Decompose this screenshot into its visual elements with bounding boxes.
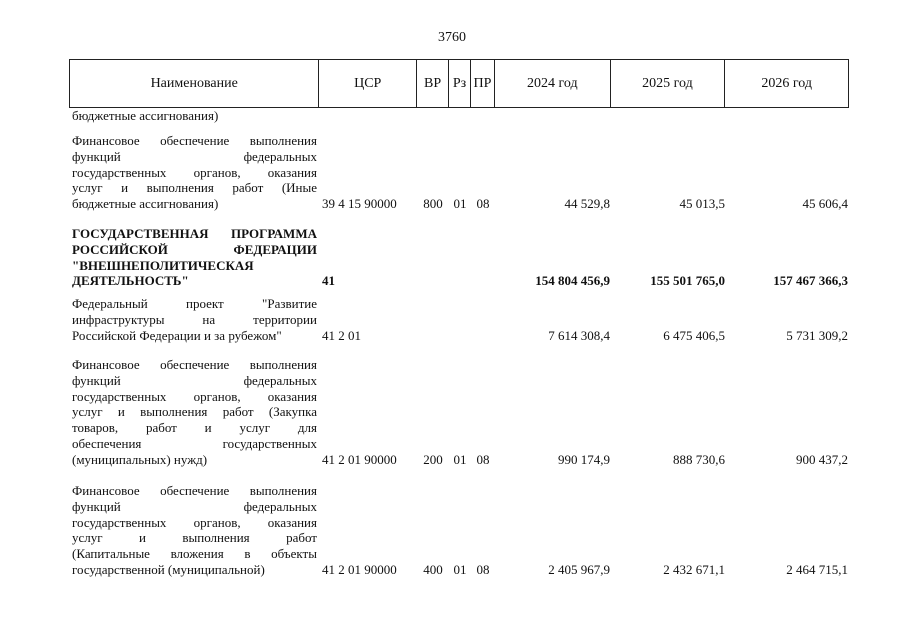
word: услуг xyxy=(239,420,271,436)
word: оказания xyxy=(267,388,317,404)
word: выполнения xyxy=(249,357,317,372)
header-csr: ЦСР xyxy=(319,60,417,107)
header-rz: Рз xyxy=(449,60,471,107)
word: проект xyxy=(186,296,224,311)
row-name-line: Российской Федерации и за рубежом" xyxy=(72,327,282,343)
row-name-line xyxy=(72,530,317,546)
row-2024: 154 804 456,9 xyxy=(535,273,610,289)
word: федеральных xyxy=(243,148,317,164)
word: Финансовое xyxy=(72,483,140,498)
row-name xyxy=(69,226,319,289)
row-pr: 08 xyxy=(476,561,490,577)
row-2026: 900 437,2 xyxy=(796,451,848,467)
row-csr: 41 2 01 90000 xyxy=(322,451,397,467)
word: работ xyxy=(145,420,177,436)
row-name-line xyxy=(72,420,317,436)
row-name-line xyxy=(72,312,317,328)
word: работ xyxy=(222,404,254,420)
word: услуг xyxy=(72,180,103,196)
word: органов, xyxy=(193,388,241,404)
row-name-line xyxy=(72,373,317,389)
row-2025: 6 475 406,5 xyxy=(663,327,725,343)
table-row xyxy=(69,108,849,124)
word: и xyxy=(204,420,212,436)
row-2026: 45 606,4 xyxy=(802,196,848,212)
header-2026: 2026 год xyxy=(761,75,812,91)
row-name-line: ДЕЯТЕЛЬНОСТЬ" xyxy=(72,273,189,289)
row-name xyxy=(69,133,319,212)
row-vr: 800 xyxy=(423,196,443,212)
word: услуг xyxy=(72,404,103,420)
row-2025: 155 501 765,0 xyxy=(650,273,725,289)
header-2024: 2024 год xyxy=(495,60,611,107)
row-name-line xyxy=(72,296,317,312)
row-2026: 2 464 715,1 xyxy=(786,561,848,577)
table-row xyxy=(69,133,849,212)
word: ПРОГРАММА xyxy=(231,226,317,241)
word: инфраструктуры xyxy=(72,311,165,327)
word: объекты xyxy=(271,546,317,562)
word: работ xyxy=(232,180,264,196)
row-2024: 44 529,8 xyxy=(564,196,610,212)
row-name-line xyxy=(72,404,317,420)
row-rz: 01 xyxy=(453,451,467,467)
word: для xyxy=(297,420,317,436)
row-rz: 01 xyxy=(453,561,467,577)
row-rz: 01 xyxy=(453,196,467,212)
row-2024: 990 174,9 xyxy=(558,451,610,467)
row-2024: 7 614 308,4 xyxy=(548,327,610,343)
row-name-line xyxy=(72,483,317,499)
word: и xyxy=(139,530,146,546)
row-name-line: бюджетные ассигнования) xyxy=(72,196,219,212)
row-name xyxy=(69,357,319,468)
row-name-line: бюджетные ассигнования) xyxy=(72,108,219,123)
row-csr: 41 2 01 90000 xyxy=(322,561,397,577)
table-header xyxy=(69,59,849,108)
row-name-line xyxy=(72,515,317,531)
word: выполнения xyxy=(140,404,208,420)
row-vr: 400 xyxy=(423,561,443,577)
header-2025: 2025 год xyxy=(611,60,726,107)
word: функций xyxy=(72,148,121,164)
word: вложения xyxy=(170,546,224,562)
row-name xyxy=(69,296,319,343)
table-row xyxy=(69,226,849,289)
word: территории xyxy=(253,311,317,327)
word: ГОСУДАРСТВЕННАЯ xyxy=(72,226,209,241)
row-name-line xyxy=(72,165,317,181)
word: оказания xyxy=(267,514,317,530)
row-vr: 200 xyxy=(423,451,443,467)
row-pr: 08 xyxy=(476,196,490,212)
word: выполнения xyxy=(146,180,214,196)
word: (Закупка xyxy=(268,404,317,420)
word: выполнения xyxy=(182,530,250,546)
row-2025: 888 730,6 xyxy=(673,451,725,467)
row-csr: 41 xyxy=(322,273,335,289)
header-pr: ПР xyxy=(471,60,495,107)
word: органов, xyxy=(193,514,241,530)
word: РОССИЙСКОЙ xyxy=(72,241,168,257)
word: функций xyxy=(72,372,121,388)
row-name-line xyxy=(72,389,317,405)
word: Финансовое xyxy=(72,357,140,372)
word: федеральных xyxy=(243,372,317,388)
word: работ xyxy=(286,530,317,546)
row-name-line xyxy=(72,149,317,165)
page-number: 3760 xyxy=(438,30,466,45)
table-row xyxy=(69,296,849,343)
word: Федеральный xyxy=(72,296,148,311)
row-name-line xyxy=(72,226,317,242)
word: государственных xyxy=(72,164,167,180)
row-name-line xyxy=(72,133,317,149)
row-2025: 2 432 671,1 xyxy=(663,561,725,577)
row-name-line xyxy=(72,546,317,562)
word: оказания xyxy=(267,164,317,180)
word: обеспечения xyxy=(72,435,142,451)
word: обеспечение xyxy=(160,133,230,148)
word: Финансовое xyxy=(72,133,140,148)
row-2024: 2 405 967,9 xyxy=(548,561,610,577)
row-name-line: государственной (муниципальной) xyxy=(72,561,265,577)
row-pr: 08 xyxy=(476,451,490,467)
row-name-line xyxy=(72,242,317,258)
word: федеральных xyxy=(243,498,317,514)
word: на xyxy=(202,311,216,327)
row-name-line: (муниципальных) нужд) xyxy=(72,451,208,467)
word: ФЕДЕРАЦИИ xyxy=(233,241,317,257)
word: обеспечение xyxy=(160,483,230,498)
word: (Капитальные xyxy=(72,546,150,562)
row-name xyxy=(69,483,319,578)
word: функций xyxy=(72,498,121,514)
word: и xyxy=(117,404,125,420)
row-name xyxy=(69,108,319,124)
word: обеспечение xyxy=(160,357,230,372)
word: государственных xyxy=(72,514,167,530)
header-name: Наименование xyxy=(70,60,319,107)
row-name-line xyxy=(72,180,317,196)
word: (Иные xyxy=(281,180,317,196)
word: товаров, xyxy=(72,420,119,436)
word: в xyxy=(244,546,251,562)
row-csr: 41 2 01 xyxy=(322,327,361,343)
row-2025: 45 013,5 xyxy=(679,196,725,212)
word: органов, xyxy=(193,164,241,180)
word: услуг xyxy=(72,530,103,546)
header-vr: ВР xyxy=(417,60,449,107)
table-row xyxy=(69,357,849,468)
row-name-line xyxy=(72,357,317,373)
row-name-line: "ВНЕШНЕПОЛИТИЧЕСКАЯ xyxy=(72,257,254,273)
row-2026: 5 731 309,2 xyxy=(786,327,848,343)
row-name-line xyxy=(72,499,317,515)
row-name-line xyxy=(72,436,317,452)
table-row xyxy=(69,483,849,578)
word: государственных xyxy=(72,388,167,404)
word: государственных xyxy=(222,435,317,451)
row-2026: 157 467 366,3 xyxy=(773,273,848,289)
word: выполнения xyxy=(249,483,317,498)
word: и xyxy=(121,180,129,196)
word: "Развитие xyxy=(262,296,317,311)
word: выполнения xyxy=(249,133,317,148)
row-csr: 39 4 15 90000 xyxy=(322,196,397,212)
